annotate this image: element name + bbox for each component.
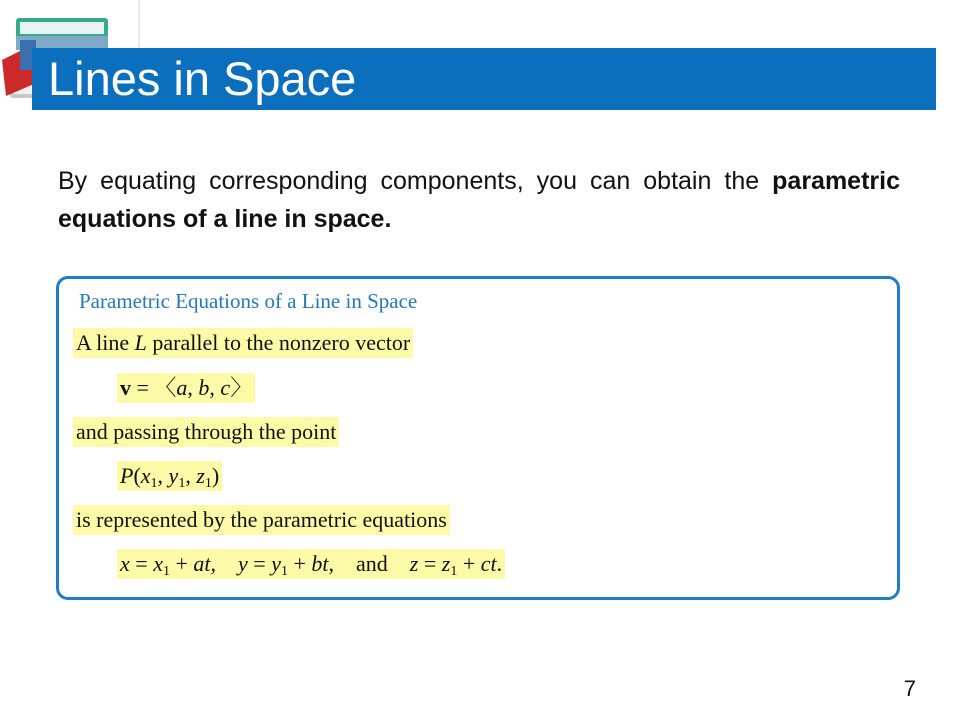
equations-and: and [356, 551, 388, 576]
vector-name: v [120, 375, 131, 400]
page-number: 7 [903, 676, 916, 701]
line-variable: L [134, 330, 147, 355]
definition-box [56, 276, 900, 600]
slide-title: Lines in Space [48, 52, 357, 105]
definition-heading: Parametric Equations of a Line in Space [79, 289, 418, 313]
parametric-equations: $x = x_1$ + at, $y = y_1$ + bt, and $z = z_1$ + ct. [117, 549, 505, 579]
definition-line-5: is represented by the parametric equations [73, 505, 450, 535]
definition-line-1: A line L parallel to the nonzero vector [73, 328, 413, 358]
intro-text: By equating corresponding components, you can obtain the [58, 167, 773, 195]
intro-paragraph [58, 162, 900, 238]
point-name: P [120, 463, 134, 488]
vector-definition: v = 〈a, b, c〉 [117, 373, 255, 403]
title-bar [32, 48, 936, 110]
point-definition: $P(x_1$, $y_1$, $z_1$) [117, 461, 222, 491]
definition-line-3: and passing through the point [73, 417, 339, 447]
intro-bold-text: parametric equations of a line in space. [58, 167, 900, 233]
